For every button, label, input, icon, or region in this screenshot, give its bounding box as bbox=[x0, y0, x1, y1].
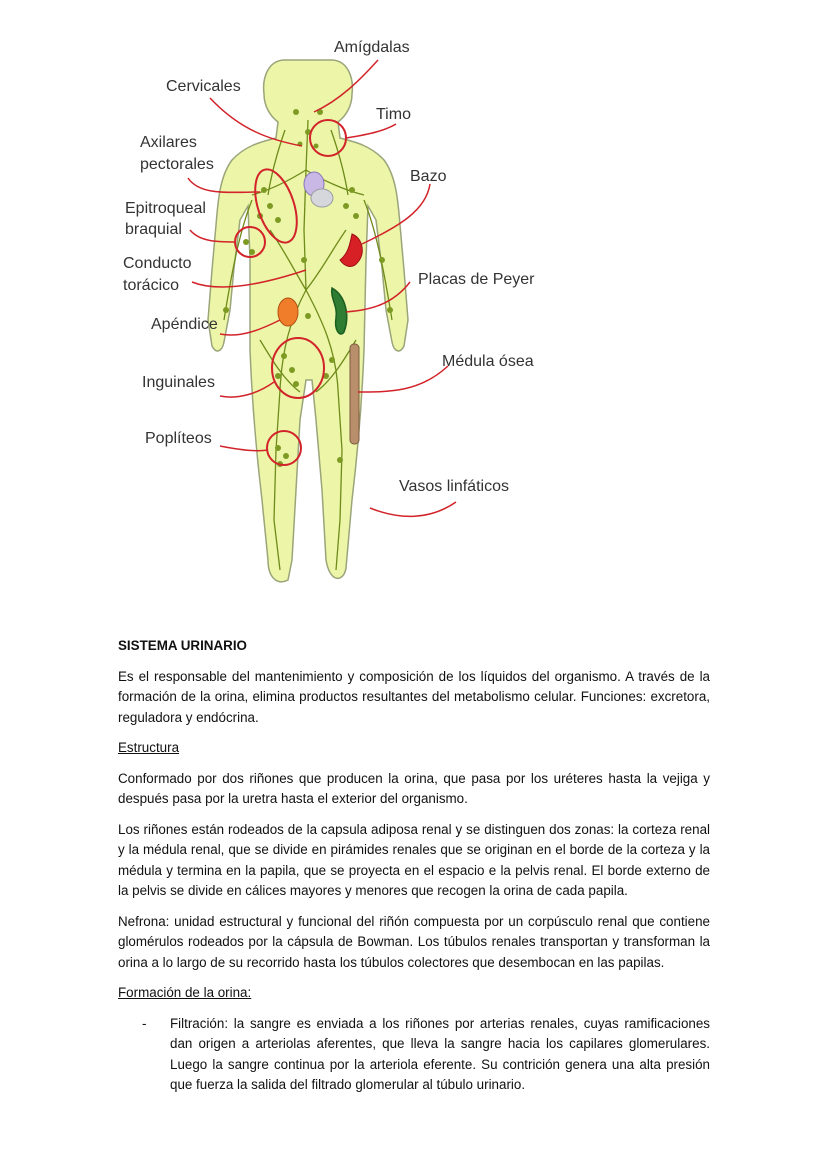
paragraph-rinones: Conformado por dos riñones que producen la orina, que pasa por los uréteres hasta la vejiga y después pasa por la uretra hasta el exterior del organismo. bbox=[118, 770, 710, 806]
label-medula-osea: Médula ósea bbox=[442, 353, 534, 370]
estructura-subtitle: Estructura bbox=[118, 740, 180, 755]
document-text bbox=[118, 636, 710, 1096]
bullet-dash: - bbox=[142, 1015, 147, 1031]
label-pectorales: pectorales bbox=[140, 156, 214, 173]
label-cervicales: Cervicales bbox=[166, 78, 241, 95]
paragraph-zonas: Los riñones están rodeados de la capsula adiposa renal y se distinguen dos zonas: la corteza renal y la médula renal, que se divide en pirámides renales que se originan en el borde de la corteza y la médula y termina en la papila, que se proyecta en el espacio e la pelvis renal. El borde externo de la pelvis se divide en cálices mayores y menores que recogen la orina de cada papila. bbox=[118, 821, 710, 898]
lymphatic-system-diagram bbox=[100, 20, 560, 600]
label-braquial: braquial bbox=[125, 221, 182, 238]
label-apendice: Apéndice bbox=[151, 316, 218, 333]
label-axilares: Axilares bbox=[140, 134, 197, 151]
label-conducto: Conducto bbox=[123, 255, 192, 272]
label-placas-peyer: Placas de Peyer bbox=[418, 271, 535, 288]
body-silhouette bbox=[208, 60, 408, 582]
heart bbox=[311, 189, 333, 207]
bone-marrow bbox=[350, 344, 359, 444]
label-timo: Timo bbox=[376, 106, 411, 123]
filtracion-text: Filtración: la sangre es enviada a los riñones por arterias renales, cuyas ramificaciones dan origen a arteriolas aferentes, que lleva la sangre hacia los capilares glomerulares. Luego la sangre continua por la arteriola eferente. Su contrición genera una alta presión que fuerza la salida del filtrado glomerular al túbulo urinario. bbox=[170, 1015, 710, 1092]
label-inguinales: Inguinales bbox=[142, 374, 215, 391]
label-vasos-linfaticos: Vasos linfáticos bbox=[399, 478, 509, 495]
paragraph-nefrona: Nefrona: unidad estructural y funcional del riñón compuesta por un corpúsculo renal que contiene glomérulos rodeados por la cápsula de Bowman. Los túbulos renales transportan y transforman la orina a lo largo de su recorrido hasta los túbulos colectores que desembocan en las papilas. bbox=[118, 913, 710, 970]
label-epitroqueal: Epitroqueal bbox=[125, 200, 206, 217]
label-toracico: torácico bbox=[123, 277, 180, 294]
label-amigdalas: Amígdalas bbox=[334, 39, 410, 56]
appendix bbox=[278, 298, 298, 326]
formacion-subtitle: Formación de la orina: bbox=[118, 985, 252, 1000]
list-item bbox=[118, 1014, 710, 1096]
label-popliteos: Poplíteos bbox=[145, 430, 212, 447]
label-bazo: Bazo bbox=[410, 168, 447, 185]
body-illustration bbox=[100, 20, 560, 600]
intro-paragraph: Es el responsable del mantenimiento y composición de los líquidos del organismo. A través de la formación de la orina, elimina productos resultantes del metabolismo celular. Funciones: excretora, reguladora y endócrina. bbox=[118, 668, 710, 725]
section-heading: SISTEMA URINARIO bbox=[118, 638, 247, 653]
